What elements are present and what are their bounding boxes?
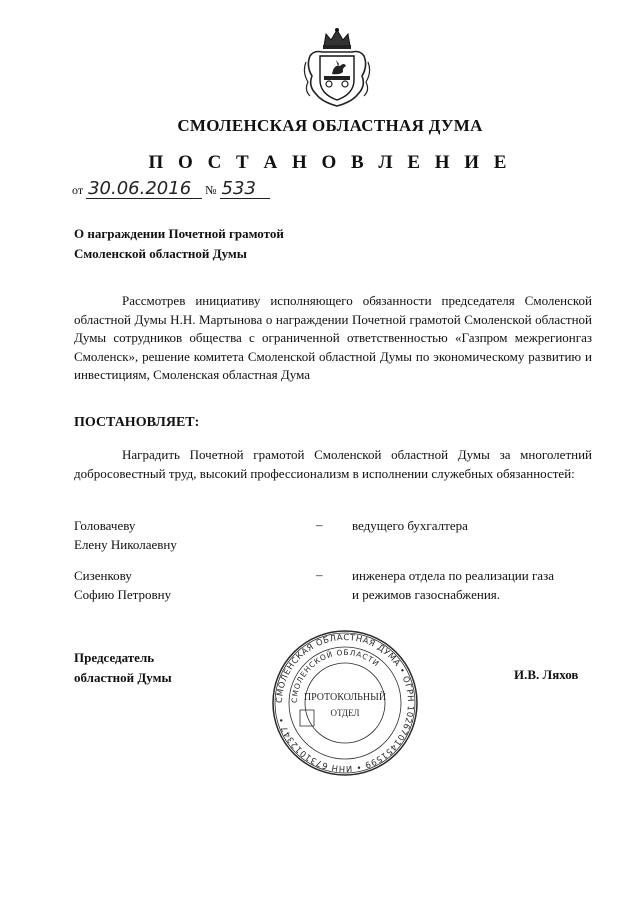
awardee-surname: Сизенкову <box>74 568 132 583</box>
signatory-title-line: Председатель <box>74 650 155 665</box>
coat-of-arms-icon <box>302 26 372 108</box>
awardee-name <box>74 567 171 604</box>
signatory-name: И.В. Ляхов <box>514 667 579 682</box>
signatory-title-line: областной Думы <box>74 670 172 685</box>
subject-line: Смоленской областной Думы <box>74 246 247 261</box>
awardee-role-line: и режимов газоснабжения. <box>352 586 501 602</box>
awardee-role-line: инженера отдела по реализации газа <box>352 568 554 583</box>
stamp-inner-text: СМОЛЕНСКОЙ ОБЛАСТИ <box>289 647 382 704</box>
stamp-center-line: ОТДЕЛ <box>330 708 360 718</box>
number-prefix: № <box>205 183 217 197</box>
awardee-dash: – <box>316 567 323 582</box>
stamp-emblem-icon <box>300 710 314 726</box>
preamble-paragraph: Рассмотрев инициативу исполняющего обязанности председателя Смоленской областной Думы Н.Н. Мартынова о награждении Почетной грамотой Смоленской областной Думы сотрудников общества с ограниченной ответственностью «Газпром межрегионгаз Смоленск», решение комитета Смоленской областной Думы по экономическому развитию и инвестициям, Смоленская областная Дума <box>74 293 592 382</box>
organization-name: СМОЛЕНСКАЯ ОБЛАСТНАЯ ДУМА <box>177 116 483 135</box>
awardee-role-line: ведущего бухгалтера <box>352 518 468 533</box>
date-number-line <box>72 180 270 199</box>
decree-heading: ПОСТАНОВЛЯЕТ: <box>74 415 200 430</box>
subject-line: О награждении Почетной грамотой <box>74 226 284 241</box>
awardee-role <box>352 517 602 536</box>
official-stamp <box>270 628 420 778</box>
awardee-surname: Головачеву <box>74 518 136 533</box>
stamp-outer-text: СМОЛЕНСКАЯ ОБЛАСТНАЯ ДУМА • ОГРН 1026701451599 • ИНН 6731012347 • <box>273 631 417 775</box>
signatory-title <box>74 648 172 688</box>
document-number: 533 <box>220 180 270 199</box>
document-type: П О С Т А Н О В Л Е Н И Е <box>148 152 512 173</box>
awardee-given-name: Елену Николаевну <box>74 536 177 552</box>
awardee-role <box>352 567 602 604</box>
document-subject <box>74 224 284 264</box>
awardee-dash: – <box>316 517 323 532</box>
date-prefix: от <box>72 183 84 197</box>
awardee-given-name: Софию Петровну <box>74 586 172 602</box>
awardee-name <box>74 517 177 554</box>
document-date: 30.06.2016 <box>86 180 202 199</box>
stamp-center-line: ПРОТОКОЛЬНЫЙ <box>303 692 387 703</box>
decision-paragraph: Наградить Почетной грамотой Смоленской областной Думы за многолетний добросовестный труд, высокий профессионализм в исполнении служебных обязанностей: <box>74 447 592 481</box>
